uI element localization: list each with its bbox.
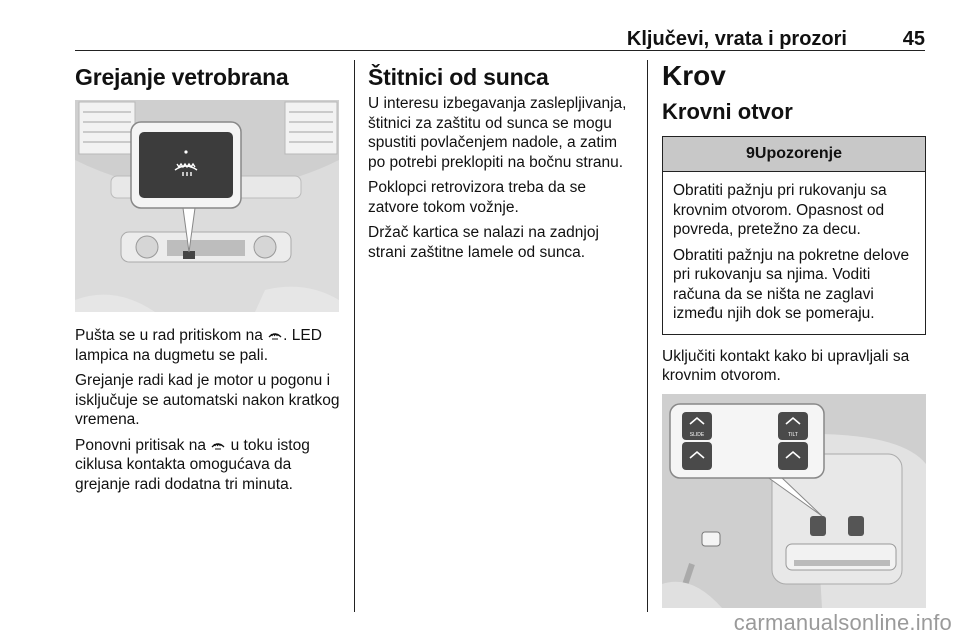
text-fragment: Ponovni pritisak na (75, 436, 211, 454)
column-roof (662, 58, 926, 608)
watermark: carmanualsonline.info (733, 610, 952, 635)
warning-body (663, 172, 925, 334)
column-divider (354, 60, 355, 612)
section-heading: Krov (662, 60, 726, 91)
warning-box (662, 136, 926, 335)
warning-header (663, 137, 925, 172)
warning-icon: 9 (745, 145, 755, 162)
text-fragment: Pušta se u rad pritiskom na (75, 327, 268, 344)
paragraph: Uključiti kontakt kako bi upravljali sa krovnim otvorom. (662, 347, 910, 384)
paragraph: Grejanje radi kad je motor u pogonu i isključuje se automatski nakon kratkog vremena. (75, 372, 340, 428)
text-fragment: . LED lampica na dugmetu se pali. (75, 327, 322, 364)
chapter-title: Ključevi, vrata i prozori (626, 28, 847, 50)
warning-paragraph: Obratiti pažnju pri rukovanju sa krovnim otvorom. Opasnost od povreda, pretežno za decu. (673, 182, 887, 238)
slide-label: SLIDE (689, 431, 705, 438)
column-sun-visors (368, 62, 634, 268)
page-header (75, 28, 925, 51)
warning-paragraph: Obratiti pažnju na pokretne delove pri rukovanju sa njima. Voditi računa da se ništa ne zaglavi između njih dok se pomeraju. (673, 246, 910, 322)
dashboard-illustration (75, 100, 339, 312)
paragraph (75, 436, 341, 495)
paragraph: U interesu izbegavanja zaslepljivanja, štitnici za zaštitu od sunca se mogu spustiti povlačenjem nadole, a zatim po potrebi preklopiti na bočnu stranu. (368, 95, 627, 171)
warning-title: Upozorenje (754, 145, 843, 162)
page-number: 45 (902, 28, 925, 50)
column-divider (647, 60, 648, 612)
section-heading: Grejanje vetrobrana (75, 64, 289, 90)
column-windshield-heating (75, 62, 341, 500)
section-heading: Štitnici od sunca (368, 64, 549, 90)
paragraph (75, 326, 341, 365)
windshield-defrost-icon (267, 329, 283, 341)
windshield-defrost-icon (210, 439, 226, 451)
paragraph: Držač kartica se nalazi na zadnjoj strani zaštitne lamele od sunca. (368, 224, 599, 261)
subsection-heading: Krovni otvor (662, 99, 793, 124)
text-fragment: u toku istog ciklusa kontakta omogućava da grejanje radi dodatna tri minuta. (75, 436, 310, 493)
dashboard-drawing (75, 100, 339, 312)
sunroof-controls-illustration (662, 394, 926, 608)
paragraph: Poklopci retrovizora treba da se zatvore tokom vožnje. (368, 179, 586, 216)
sunroof-drawing (662, 394, 926, 608)
tilt-label: TILT (788, 431, 798, 438)
